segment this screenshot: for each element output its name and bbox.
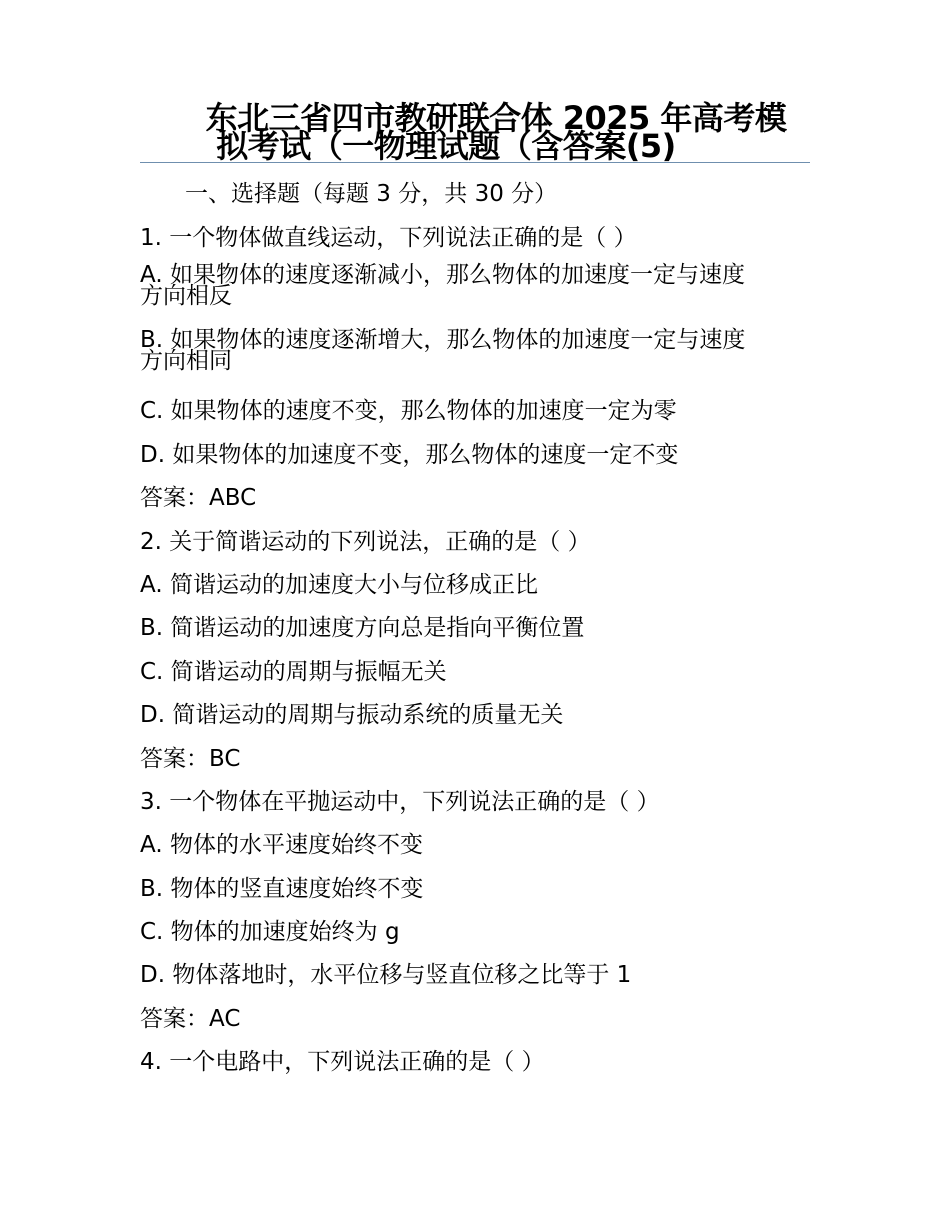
question-3-option-a: A. 物体的水平速度始终不变 [140, 832, 423, 859]
question-1-option-b [140, 327, 810, 375]
section-heading: 一、选择题（每题 3 分，共 30 分） [185, 181, 558, 207]
option-text-line-2: 方向相同 [140, 348, 232, 375]
question-3-answer: 答案：AC [140, 1005, 241, 1032]
question-1-option-c: C. 如果物体的速度不变，那么物体的加速度一定为零 [140, 398, 677, 425]
document-title [140, 99, 810, 165]
question-1-option-a [140, 262, 810, 310]
question-2-answer: 答案：BC [140, 745, 241, 772]
title-divider [140, 162, 810, 163]
question-stem-4: 4. 一个电路中，下列说法正确的是（ ） [140, 1049, 545, 1076]
question-1-answer: 答案：ABC [140, 485, 257, 512]
title-line-1: 东北三省四市教研联合体 2025 年高考模 [205, 99, 787, 137]
question-list [140, 222, 810, 1090]
title-line-2: 拟考试（一物理试题（含答案(5) [216, 127, 676, 165]
question-3-option-b: B. 物体的竖直速度始终不变 [140, 875, 424, 902]
option-text-line-1: B. 如果物体的速度逐渐增大，那么物体的加速度一定与速度 [140, 327, 746, 354]
question-3-option-d: D. 物体落地时，水平位移与竖直位移之比等于 1 [140, 962, 632, 989]
question-stem-3: 3. 一个物体在平抛运动中，下列说法正确的是（ ） [140, 788, 660, 815]
option-text-line-2: 方向相反 [140, 283, 232, 310]
question-2-option-b: B. 简谐运动的加速度方向总是指向平衡位置 [140, 615, 585, 642]
question-stem-2: 2. 关于简谐运动的下列说法，正确的是（ ） [140, 528, 591, 555]
question-2-option-c: C. 简谐运动的周期与振幅无关 [140, 658, 447, 685]
question-stem-1: 1. 一个物体做直线运动，下列说法正确的是（ ） [140, 225, 637, 251]
option-text-line-1: A. 如果物体的速度逐渐减小，那么物体的加速度一定与速度 [140, 262, 745, 289]
question-1-option-d: D. 如果物体的加速度不变，那么物体的速度一定不变 [140, 441, 679, 468]
question-2-option-d: D. 简谐运动的周期与振动系统的质量无关 [140, 702, 564, 729]
question-2-option-a: A. 简谐运动的加速度大小与位移成正比 [140, 571, 538, 598]
question-3-option-c: C. 物体的加速度始终为 g [140, 919, 400, 946]
